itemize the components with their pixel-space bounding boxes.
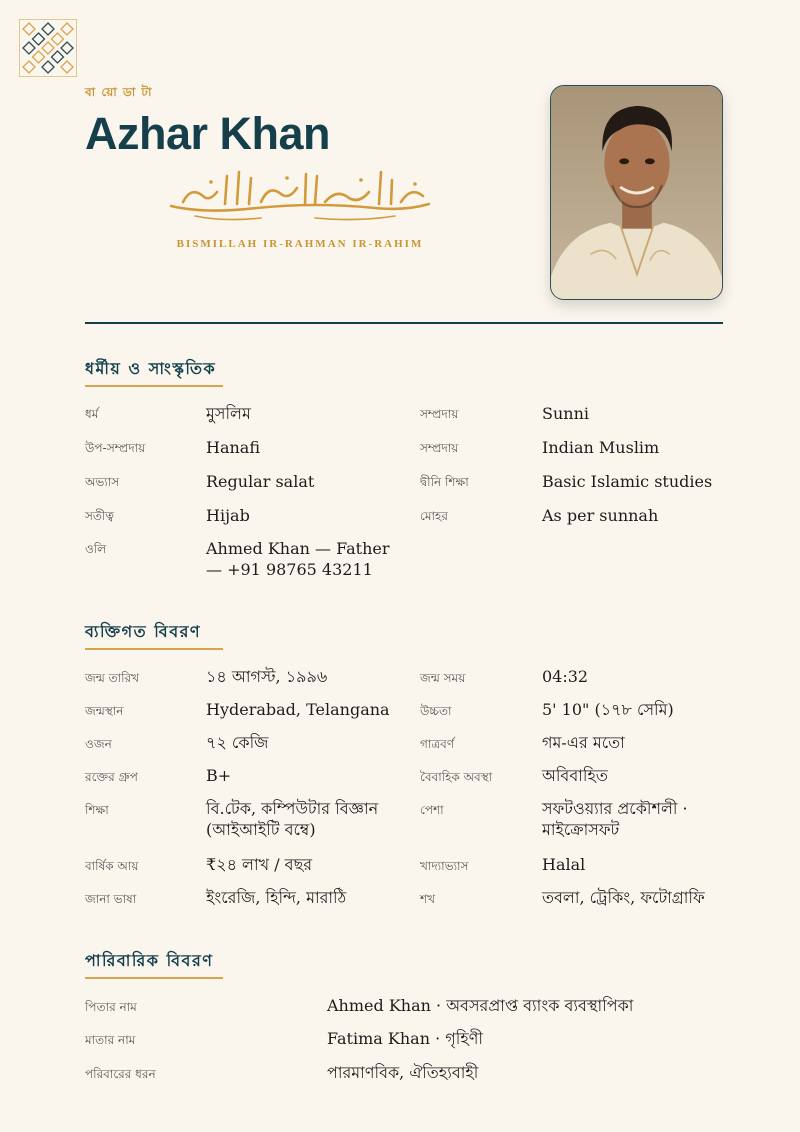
label-education: শিক্ষা	[85, 803, 109, 817]
label-profession: পেশা	[420, 803, 444, 817]
value-community: Indian Muslim	[542, 438, 660, 457]
label-marital-status: বৈবাহিক অবস্থা	[420, 770, 493, 784]
value-profession: সফটওয়্যার প্রকৌশলী · মাইক্রোসফট	[542, 799, 688, 839]
label-practice: অভ্যাস	[85, 475, 120, 489]
value-birth-place: Hyderabad, Telangana	[206, 700, 390, 719]
value-sub-sect: Hanafi	[206, 438, 261, 457]
label-languages: জানা ভাষা	[85, 892, 137, 906]
value-guardian: Ahmed Khan — Father — +91 98765 43211	[206, 539, 390, 579]
profile-photo	[550, 85, 723, 300]
value-sect: Sunni	[542, 404, 589, 423]
label-complexion: গাত্রবর্ণ	[420, 737, 455, 751]
value-height: 5' 10" (১৭৮ সেমি)	[542, 700, 674, 719]
value-education: বি.টেক, কম্পিউটার বিজ্ঞান (আইআইটি বম্বে)	[206, 799, 379, 839]
label-birth-time: জন্ম সময়	[420, 671, 466, 685]
label-birth-date: জন্ম তারিখ	[85, 671, 140, 685]
label-weight: ওজন	[85, 737, 112, 751]
value-languages: ইংরেজি, হিন্দি, মারাঠি	[206, 888, 347, 907]
bismillah-text: BISMILLAH IR-RAHMAN IR-RAHIM	[176, 238, 424, 250]
section-underline	[85, 977, 223, 979]
value-family-type: পারমাণবিক, ঐতিহ্যবাহী	[327, 1063, 479, 1082]
label-father-name: পিতার নাম	[85, 1000, 137, 1014]
section-underline	[85, 648, 223, 650]
label-mother-name: মাতার নাম	[85, 1033, 136, 1047]
value-hobbies: তবলা, ট্রেকিং, ফটোগ্রাফি	[542, 888, 705, 907]
label-hobbies: শখ	[420, 892, 435, 906]
value-religion: মুসলিম	[206, 404, 251, 423]
label-community: সম্প্রদায়	[420, 441, 459, 455]
label-family-type: পরিবারের ধরন	[85, 1067, 156, 1081]
value-birth-date: ১৪ আগস্ট, ১৯৯৬	[206, 667, 328, 686]
value-mother-name: Fatima Khan · গৃহিণী	[327, 1029, 483, 1048]
label-guardian: ওলি	[85, 542, 107, 556]
value-mahr: As per sunnah	[542, 506, 659, 525]
label-religious-education: দ্বীনি শিক্ষা	[420, 475, 469, 489]
label-blood-group: রক্তের গ্রুপ	[85, 770, 138, 784]
value-weight: ৭২ কেজি	[206, 733, 269, 752]
value-practice: Regular salat	[206, 472, 315, 491]
bismillah-calligraphy-icon	[165, 162, 437, 224]
value-diet: Halal	[542, 855, 586, 874]
section-title-personal: ব্যক্তিগত বিবরণ	[85, 622, 202, 641]
value-blood-group: B+	[206, 766, 232, 785]
label-birth-place: জন্মস্থান	[85, 704, 124, 718]
biodata-label: বা য়ো ডা টা	[85, 85, 153, 99]
label-sub-sect: উপ-সম্প্রদায়	[85, 441, 146, 455]
corner-ornament-icon	[19, 19, 77, 77]
value-religious-education: Basic Islamic studies	[542, 472, 713, 491]
section-title-religious: ধর্মীয় ও সাংস্কৃতিক	[85, 359, 217, 378]
section-underline	[85, 385, 223, 387]
value-father-name: Ahmed Khan · অবসরপ্রাপ্ত ব্যাংক ব্যবস্থাপিকা	[327, 996, 634, 1015]
value-marital-status: অবিবাহিত	[542, 766, 608, 785]
label-mahr: মোহর	[420, 509, 448, 523]
section-title-family: পারিবারিক বিবরণ	[85, 951, 214, 970]
value-birth-time: 04:32	[542, 667, 589, 686]
value-annual-income: ₹২৪ লাখ / বছর	[206, 855, 313, 874]
label-religion: ধর্ম	[85, 407, 99, 421]
label-diet: খাদ্যাভ্যাস	[420, 859, 469, 873]
header-divider	[85, 322, 723, 324]
label-height: উচ্চতা	[420, 704, 452, 718]
value-modesty: Hijab	[206, 506, 250, 525]
label-sect: সম্প্রদায়	[420, 407, 459, 421]
value-complexion: গম-এর মতো	[542, 733, 625, 752]
label-modesty: সতীত্ব	[85, 509, 114, 523]
label-annual-income: বার্ষিক আয়	[85, 859, 139, 873]
candidate-name: Azhar Khan	[85, 108, 331, 159]
